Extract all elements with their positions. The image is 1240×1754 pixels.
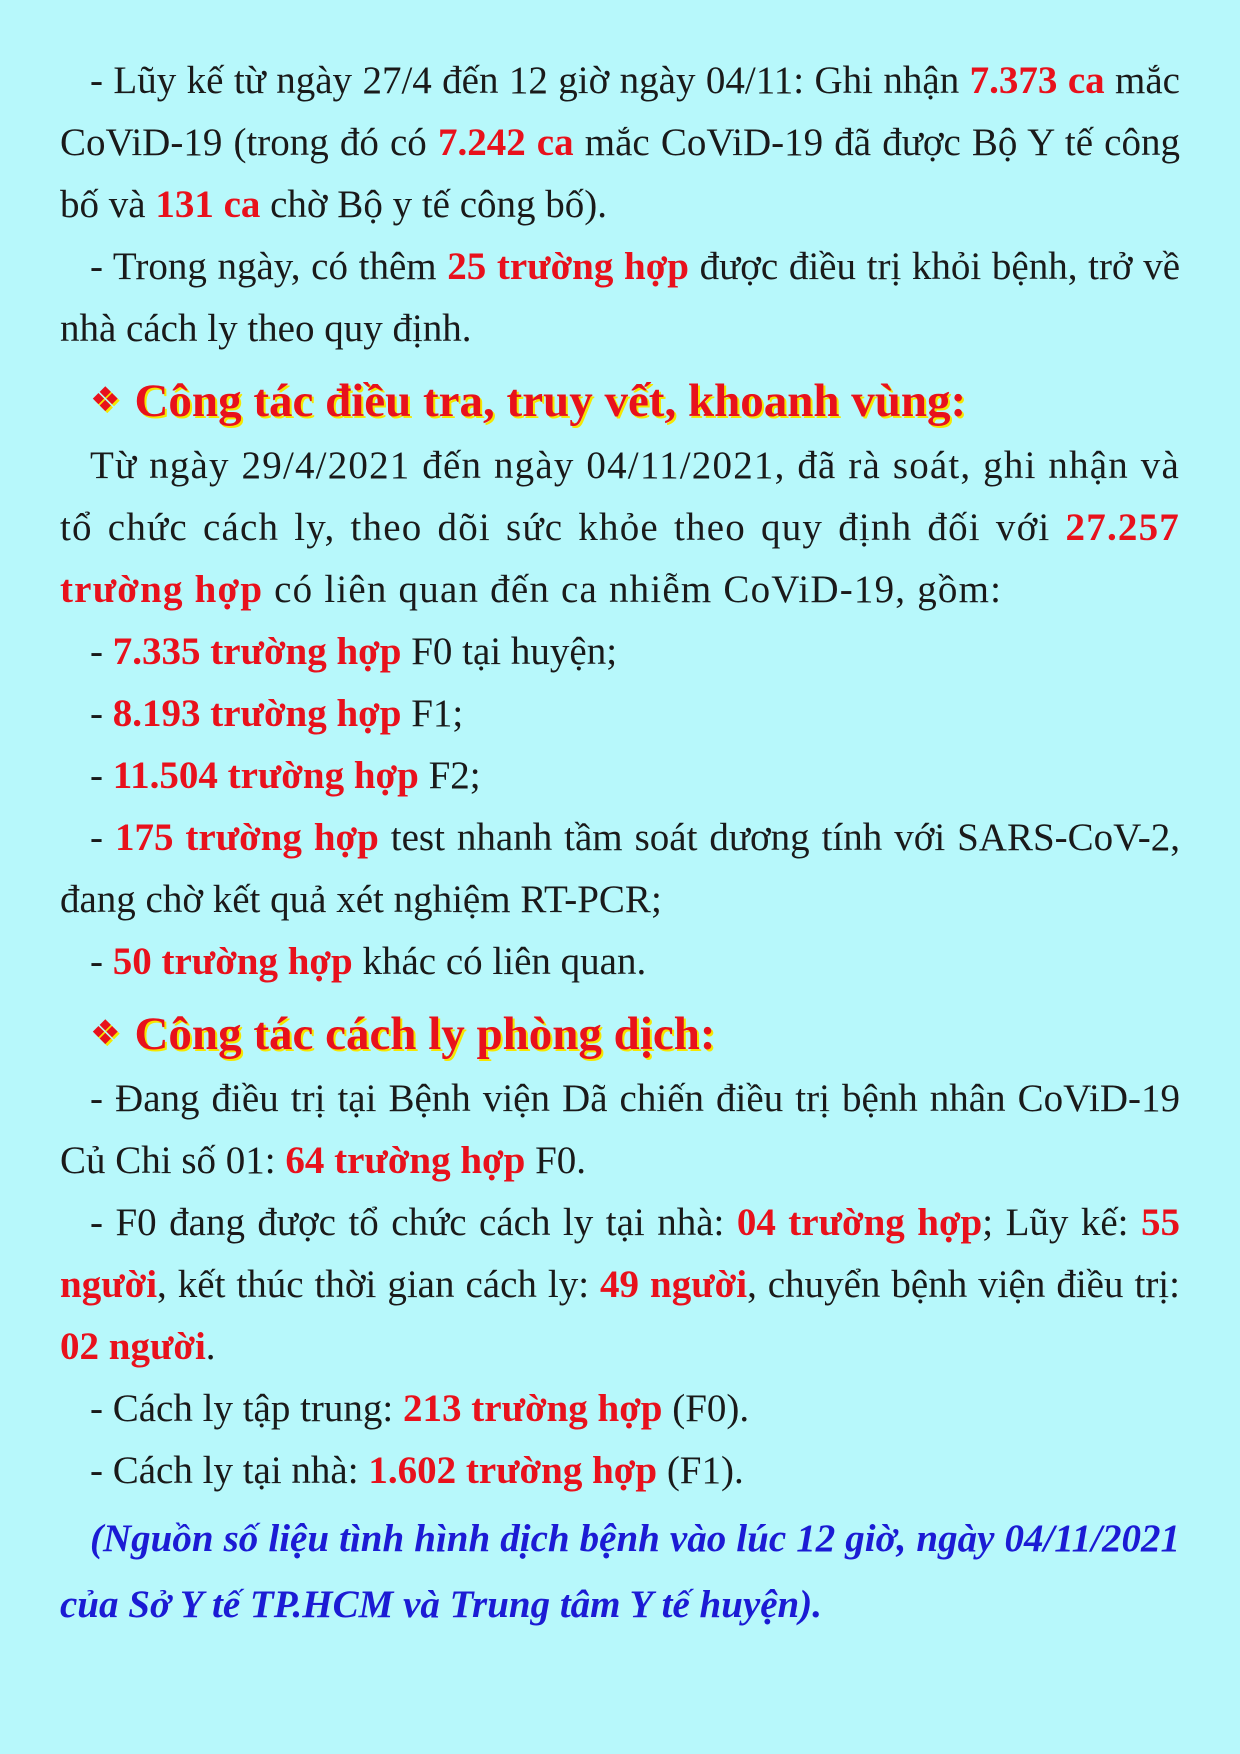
highlight-value: 49 người bbox=[600, 1263, 748, 1306]
four-diamond-bullet-icon: ❖ bbox=[90, 1013, 121, 1053]
highlight-value: 02 người bbox=[60, 1325, 206, 1368]
highlight-value: 1.602 trường hợp bbox=[368, 1449, 658, 1492]
home-isolation-f0-paragraph bbox=[60, 1192, 1180, 1378]
highlight-value: 7.242 ca bbox=[437, 121, 574, 164]
text: - Cách ly tập trung: bbox=[90, 1387, 404, 1430]
text: mắc CoViD-19 (trong đó có bbox=[60, 59, 1180, 164]
text: - F0 đang được tổ chức cách ly tại nhà: bbox=[90, 1201, 737, 1244]
cumulative-cases-paragraph bbox=[60, 50, 1180, 236]
text: - bbox=[90, 754, 113, 797]
highlight-value: 04 trường hợp bbox=[736, 1201, 983, 1244]
highlight-value: 55 người bbox=[60, 1201, 1180, 1306]
highlight-value: 25 trường hợp bbox=[447, 245, 689, 288]
text: - bbox=[90, 940, 113, 983]
list-item bbox=[60, 745, 1180, 807]
highlight-value: 27.257 trường hợp bbox=[60, 506, 1180, 611]
text: - bbox=[90, 816, 115, 859]
text: mắc CoViD-19 đã được Bộ Y tế công bố và bbox=[60, 121, 1180, 226]
home-quarantine-paragraph bbox=[60, 1440, 1180, 1502]
text: (F0). bbox=[662, 1387, 750, 1430]
text: được điều trị khỏi bệnh, trở về nhà cách ly theo quy định. bbox=[60, 245, 1181, 350]
heading-text: Công tác cách ly phòng dịch: bbox=[134, 1008, 716, 1060]
text: . bbox=[205, 1325, 216, 1368]
highlight-value: 131 ca bbox=[155, 183, 261, 226]
highlight-value: 11.504 trường hợp bbox=[112, 754, 419, 797]
highlight-value: 213 trường hợp bbox=[403, 1387, 663, 1430]
text: test nhanh tầm soát dương tính với SARS-CoV-2, đang chờ kết quả xét nghiệm RT-PCR; bbox=[60, 816, 1180, 921]
text: F0. bbox=[525, 1139, 587, 1182]
list-item bbox=[60, 683, 1180, 745]
text: - bbox=[90, 630, 113, 673]
text: - Trong ngày, có thêm bbox=[90, 245, 448, 288]
text: chờ Bộ y tế công bố). bbox=[260, 183, 608, 226]
text: - Đang điều trị tại Bệnh viện Dã chiến điều trị bệnh nhân CoViD-19 Củ Chi số 01: bbox=[60, 1077, 1180, 1182]
highlight-value: 7.335 trường hợp bbox=[112, 630, 402, 673]
section-heading-quarantine bbox=[60, 999, 1180, 1068]
field-hospital-paragraph bbox=[60, 1068, 1180, 1192]
text: - Cách ly tại nhà: bbox=[90, 1449, 369, 1492]
investigation-intro-paragraph bbox=[60, 435, 1180, 621]
four-diamond-bullet-icon: ❖ bbox=[90, 380, 121, 420]
highlight-value: 175 trường hợp bbox=[114, 816, 379, 859]
highlight-value: 50 trường hợp bbox=[112, 940, 353, 983]
centralized-quarantine-paragraph bbox=[60, 1378, 1180, 1440]
text: , chuyển bệnh viện điều trị: bbox=[747, 1263, 1180, 1306]
highlight-value: 8.193 trường hợp bbox=[112, 692, 402, 735]
text: (F1). bbox=[657, 1449, 744, 1492]
highlight-value: 64 trường hợp bbox=[285, 1139, 526, 1182]
source-note: (Nguồn số liệu tình hình dịch bệnh vào lúc 12 giờ, ngày 04/11/2021 của Sở Y tế TP.HCM và Trung tâm Y tế huyện). bbox=[60, 1517, 1180, 1626]
highlight-value: 7.373 ca bbox=[969, 59, 1105, 102]
text: ; Lũy kế: bbox=[982, 1201, 1141, 1244]
list-item bbox=[60, 931, 1180, 993]
text: F2; bbox=[418, 754, 481, 797]
text: có liên quan đến ca nhiễm CoViD-19, gồm: bbox=[263, 568, 1003, 611]
text: , kết thúc thời gian cách ly: bbox=[157, 1263, 601, 1306]
list-item bbox=[60, 807, 1180, 931]
section-heading-investigation bbox=[60, 366, 1180, 435]
heading-text: Công tác điều tra, truy vết, khoanh vùng: bbox=[134, 375, 967, 427]
text: F0 tại huyện; bbox=[401, 630, 618, 673]
text: khác có liên quan. bbox=[352, 940, 647, 983]
text: - bbox=[90, 692, 113, 735]
text: F1; bbox=[401, 692, 464, 735]
text: - Lũy kế từ ngày 27/4 đến 12 giờ ngày 04/11: Ghi nhận bbox=[90, 59, 970, 102]
text: Từ ngày 29/4/2021 đến ngày 04/11/2021, đã rà soát, ghi nhận và tổ chức cách ly, theo dõi sức khỏe theo quy định đối với bbox=[60, 444, 1180, 549]
list-item bbox=[60, 621, 1180, 683]
recovered-paragraph bbox=[60, 236, 1180, 360]
